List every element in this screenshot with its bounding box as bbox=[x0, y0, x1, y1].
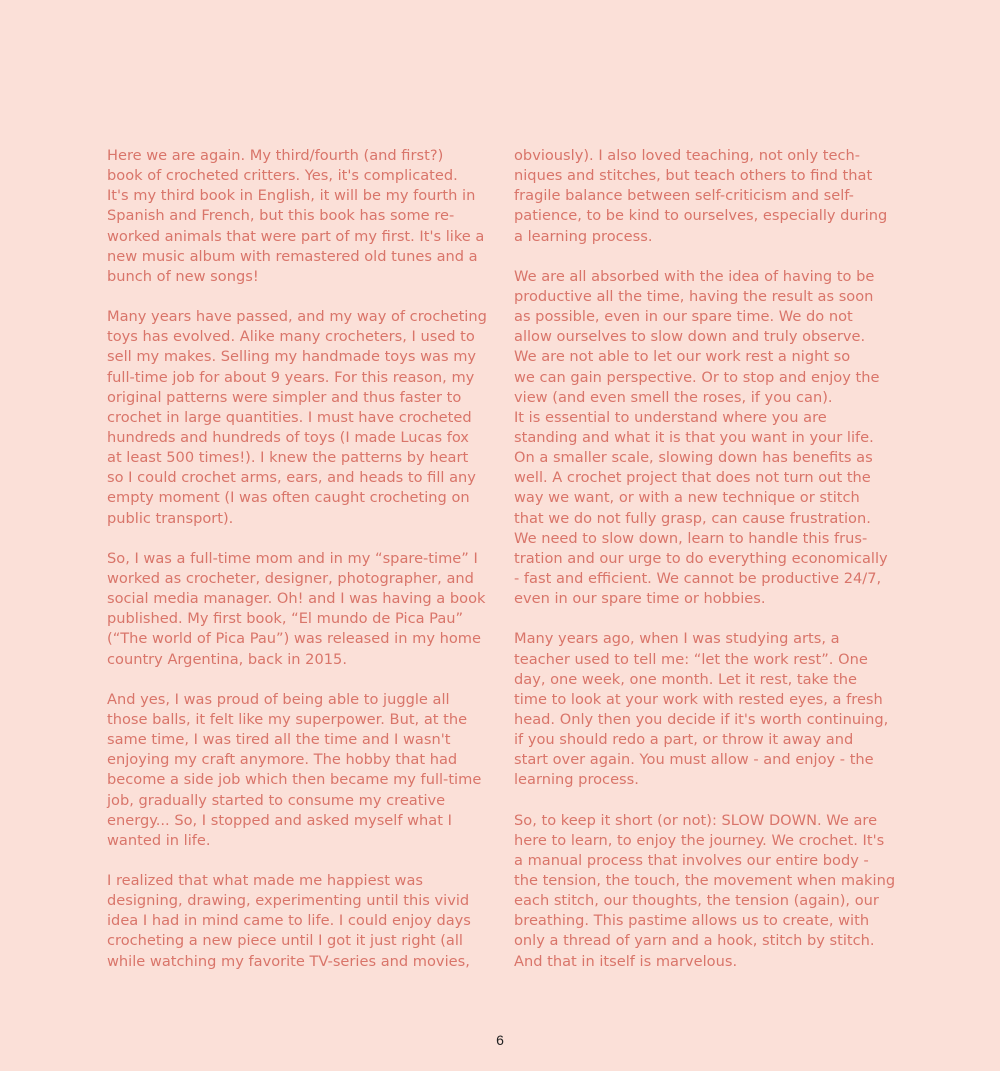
right-text-column bbox=[514, 146, 899, 972]
text-line: On a smaller scale, slowing down has benefits as bbox=[514, 449, 873, 467]
text-line: view (and even smell the roses, if you can). bbox=[514, 388, 833, 406]
text-line: that we do not fully grasp, can cause frustration. bbox=[514, 509, 871, 527]
text-line: public transport). bbox=[107, 509, 234, 527]
text-line: new music album with remastered old tunes and a bbox=[107, 247, 478, 265]
text-line: we can gain perspective. Or to stop and enjoy the bbox=[514, 368, 880, 386]
text-line: a manual process that involves our entire body - bbox=[514, 851, 869, 869]
text-line: crocheting a new piece until I got it just right (all bbox=[107, 932, 463, 950]
text-line: social media manager. Oh! and I was having a book bbox=[107, 590, 486, 608]
text-line: teacher used to tell me: “let the work rest”. One bbox=[514, 650, 868, 668]
text-line: idea I had in mind came to life. I could enjoy days bbox=[107, 912, 471, 930]
text-line: And that in itself is marvelous. bbox=[514, 952, 738, 970]
text-line: enjoying my craft anymore. The hobby that had bbox=[107, 751, 458, 769]
text-line: allow ourselves to slow down and truly observe. bbox=[514, 328, 866, 346]
paragraph bbox=[107, 307, 499, 529]
text-line: country Argentina, back in 2015. bbox=[107, 650, 347, 668]
page-number: 6 bbox=[496, 1032, 504, 1048]
paragraph-gap bbox=[107, 529, 499, 549]
text-line: bunch of new songs! bbox=[107, 267, 259, 285]
text-line: obviously). I also loved teaching, not only tech- bbox=[514, 147, 860, 164]
text-line: each stitch, our thoughts, the tension (again), our bbox=[514, 892, 879, 910]
text-line: So, to keep it short (or not): SLOW DOWN. We are bbox=[514, 811, 878, 829]
text-line: And yes, I was proud of being able to juggle all bbox=[107, 690, 450, 708]
paragraph-gap bbox=[514, 609, 899, 629]
text-line: breathing. This pastime allows us to create, with bbox=[514, 912, 870, 930]
text-line: productive all the time, having the result as soon bbox=[514, 287, 874, 305]
text-line: the tension, the touch, the movement when making bbox=[514, 872, 896, 890]
text-line: if you should redo a part, or throw it away and bbox=[514, 731, 854, 749]
paragraph bbox=[514, 629, 899, 790]
text-line: Many years ago, when I was studying arts, a bbox=[514, 630, 840, 648]
text-line: sell my makes. Selling my handmade toys was my bbox=[107, 348, 477, 366]
left-text-column bbox=[107, 146, 499, 972]
paragraph-gap bbox=[107, 851, 499, 871]
text-line: become a side job which then became my full-time bbox=[107, 771, 482, 789]
paragraph-gap bbox=[107, 670, 499, 690]
text-line: We are not able to let our work rest a night so bbox=[514, 348, 851, 366]
text-line: tration and our urge to do everything economically bbox=[514, 549, 888, 567]
text-line: It is essential to understand where you are bbox=[514, 408, 827, 426]
text-line: original patterns were simpler and thus faster to bbox=[107, 388, 462, 406]
paragraph-gap bbox=[107, 287, 499, 307]
text-line: worked as crocheter, designer, photographer, and bbox=[107, 569, 474, 587]
text-line: standing and what it is that you want in your life. bbox=[514, 428, 874, 446]
paragraph bbox=[514, 267, 899, 609]
paragraph-gap bbox=[514, 791, 899, 811]
text-line: even in our spare time or hobbies. bbox=[514, 590, 766, 608]
text-line: So, I was a full-time mom and in my “spare-time” I bbox=[107, 549, 478, 567]
text-line: published. My first book, “El mundo de Pica Pau” bbox=[107, 610, 464, 628]
text-line: time to look at your work with rested eyes, a fresh bbox=[514, 690, 883, 708]
text-line: - fast and efficient. We cannot be productive 24/7, bbox=[514, 569, 882, 587]
text-line: while watching my favorite TV-series and movies, bbox=[107, 952, 470, 970]
text-line: designing, drawing, experimenting until this vivid bbox=[107, 892, 470, 910]
text-line: I realized that what made me happiest was bbox=[107, 872, 424, 890]
text-line: niques and stitches, but teach others to find that bbox=[514, 167, 873, 185]
paragraph bbox=[107, 690, 499, 851]
text-line: way we want, or with a new technique or stitch bbox=[514, 489, 860, 507]
text-line: worked animals that were part of my first. It's like a bbox=[107, 227, 485, 245]
text-line: well. A crochet project that does not turn out the bbox=[514, 469, 871, 487]
paragraph bbox=[107, 549, 499, 670]
text-line: patience, to be kind to ourselves, especially during bbox=[514, 207, 888, 225]
paragraph bbox=[107, 146, 499, 287]
text-line: empty moment (I was often caught crocheting on bbox=[107, 489, 470, 507]
text-line: Many years have passed, and my way of crocheting bbox=[107, 308, 487, 326]
text-line: (“The world of Pica Pau”) was released in my home bbox=[107, 630, 481, 648]
paragraph bbox=[514, 146, 899, 247]
text-line: at least 500 times!). I knew the patterns by heart bbox=[107, 449, 469, 467]
text-line: full-time job for about 9 years. For this reason, my bbox=[107, 368, 475, 386]
text-line: We are all absorbed with the idea of having to be bbox=[514, 267, 875, 285]
text-line: crochet in large quantities. I must have crocheted bbox=[107, 408, 472, 426]
text-line: those balls, it felt like my superpower. But, at the bbox=[107, 710, 468, 728]
text-line: We need to slow down, learn to handle this frus- bbox=[514, 529, 868, 547]
text-line: It's my third book in English, it will be my fourth in bbox=[107, 187, 476, 205]
text-line: only a thread of yarn and a hook, stitch by stitch. bbox=[514, 932, 875, 950]
text-line: so I could crochet arms, ears, and heads to fill any bbox=[107, 469, 476, 487]
text-line: job, gradually started to consume my creative bbox=[107, 791, 446, 809]
text-line: fragile balance between self-criticism and self- bbox=[514, 187, 854, 205]
text-line: same time, I was tired all the time and I wasn't bbox=[107, 731, 451, 749]
text-line: as possible, even in our spare time. We do not bbox=[514, 308, 853, 326]
text-line: energy... So, I stopped and asked myself what I bbox=[107, 811, 452, 829]
text-line: hundreds and hundreds of toys (I made Lucas fox bbox=[107, 428, 469, 446]
text-line: toys has evolved. Alike many crocheters, I used to bbox=[107, 328, 475, 346]
text-line: learning process. bbox=[514, 771, 639, 789]
text-line: Here we are again. My third/fourth (and first?) bbox=[107, 147, 444, 164]
text-line: day, one week, one month. Let it rest, take the bbox=[514, 670, 858, 688]
paragraph-gap bbox=[514, 247, 899, 267]
text-line: head. Only then you decide if it's worth continuing, bbox=[514, 710, 889, 728]
text-line: a learning process. bbox=[514, 227, 653, 245]
paragraph bbox=[107, 871, 499, 972]
text-line: here to learn, to enjoy the journey. We crochet. It's bbox=[514, 831, 885, 849]
text-line: Spanish and French, but this book has some re- bbox=[107, 207, 455, 225]
text-line: start over again. You must allow - and enjoy - the bbox=[514, 751, 874, 769]
text-line: book of crocheted critters. Yes, it's complicated. bbox=[107, 167, 458, 185]
paragraph bbox=[514, 811, 899, 972]
text-line: wanted in life. bbox=[107, 831, 211, 849]
